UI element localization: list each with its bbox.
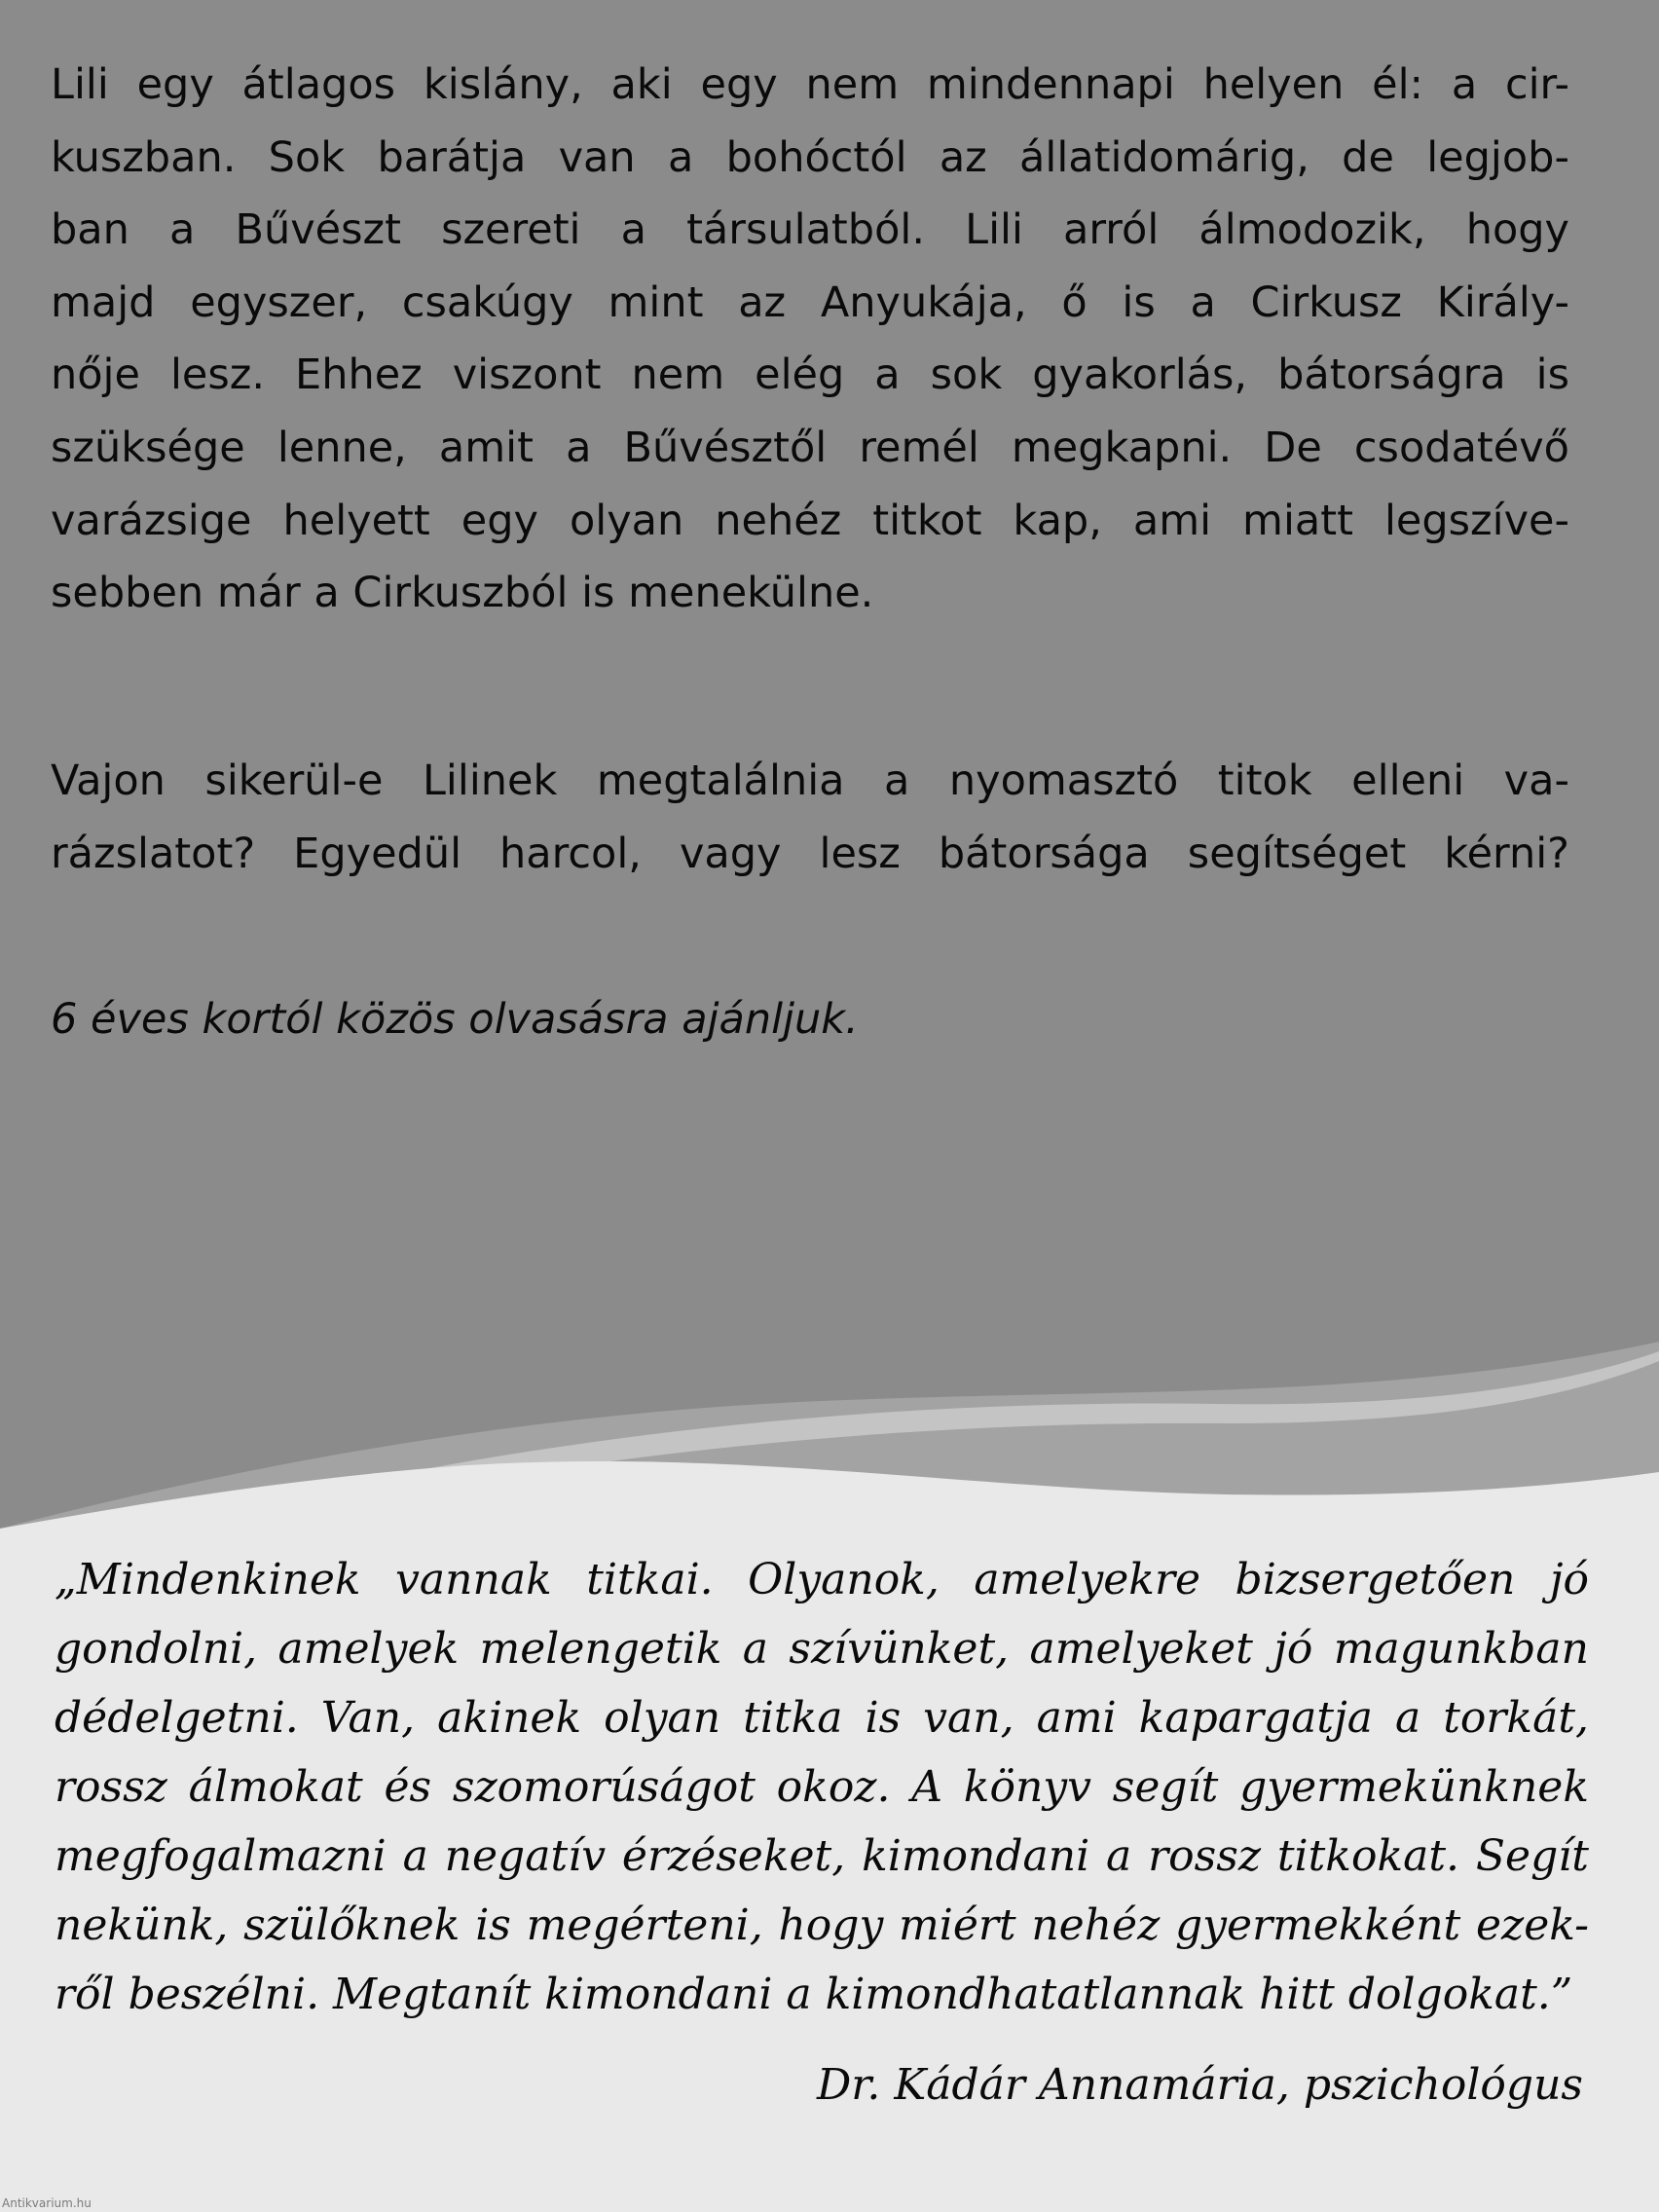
quote-line: nekünk, szülőknek is megérteni, hogy miért nehéz gyermekként ezek-	[55, 1900, 1589, 1950]
blurb-line: Lili egy átlagos kislány, aki egy nem mindennapi helyen él: a cir-	[51, 60, 1569, 109]
blurb-line: szüksége lenne, amit a Bűvésztől remél megkapni. De csodatévő	[51, 423, 1569, 472]
quote-line: megfogalmazni a negatív érzéseket, kimondani a rossz titkokat. Segít	[55, 1831, 1589, 1881]
quote-line: dédelgetni. Van, akinek olyan titka is van, ami kapargatja a torkát,	[55, 1693, 1589, 1743]
teaser-question	[51, 745, 1569, 891]
quote-line: „Mindenkinek vannak titkai. Olyanok, amelyekre bizsergetően jó	[55, 1555, 1589, 1604]
quote-author: Dr. Kádár Annamária, pszichológus	[816, 2060, 1583, 2110]
blurb-line: kuszban. Sok barátja van a bohóctól az állatidomárig, de legjob-	[51, 132, 1569, 182]
psychologist-quote	[55, 1545, 1589, 2029]
watermark: Antikvarium.hu	[2, 2196, 92, 2210]
quote-line: ről beszélni. Megtanít kimondani a kimondhatatlannak hitt dolgokat.”	[55, 1970, 1573, 2019]
quote-line: rossz álmokat és szomorúságot okoz. A könyv segít gyermekünknek	[55, 1762, 1589, 1812]
book-blurb	[51, 49, 1569, 630]
blurb-line: sebben már a Cirkuszból is menekülne.	[51, 569, 874, 618]
blurb-line: majd egyszer, csakúgy mint az Anyukája, ő is a Cirkusz Király-	[51, 277, 1569, 327]
age-recommendation: 6 éves kortól közös olvasásra ajánljuk.	[51, 995, 859, 1044]
blurb-line: nője lesz. Ehhez viszont nem elég a sok gyakorlás, bátorságra is	[51, 350, 1569, 400]
question-line: Vajon sikerül-e Lilinek megtalálnia a nyomasztó titok elleni va-	[51, 756, 1569, 805]
quote-line: gondolni, amelyek melengetik a szívünket, amelyeket jó magunkban	[55, 1624, 1589, 1674]
blurb-line: ban a Bűvészt szereti a társulatból. Lili arról álmodozik, hogy	[51, 205, 1569, 255]
blurb-line: varázsige helyett egy olyan nehéz titkot kap, ami miatt legszíve-	[51, 496, 1569, 545]
question-line: rázslatot? Egyedül harcol, vagy lesz bátorsága segítséget kérni?	[51, 830, 1569, 878]
